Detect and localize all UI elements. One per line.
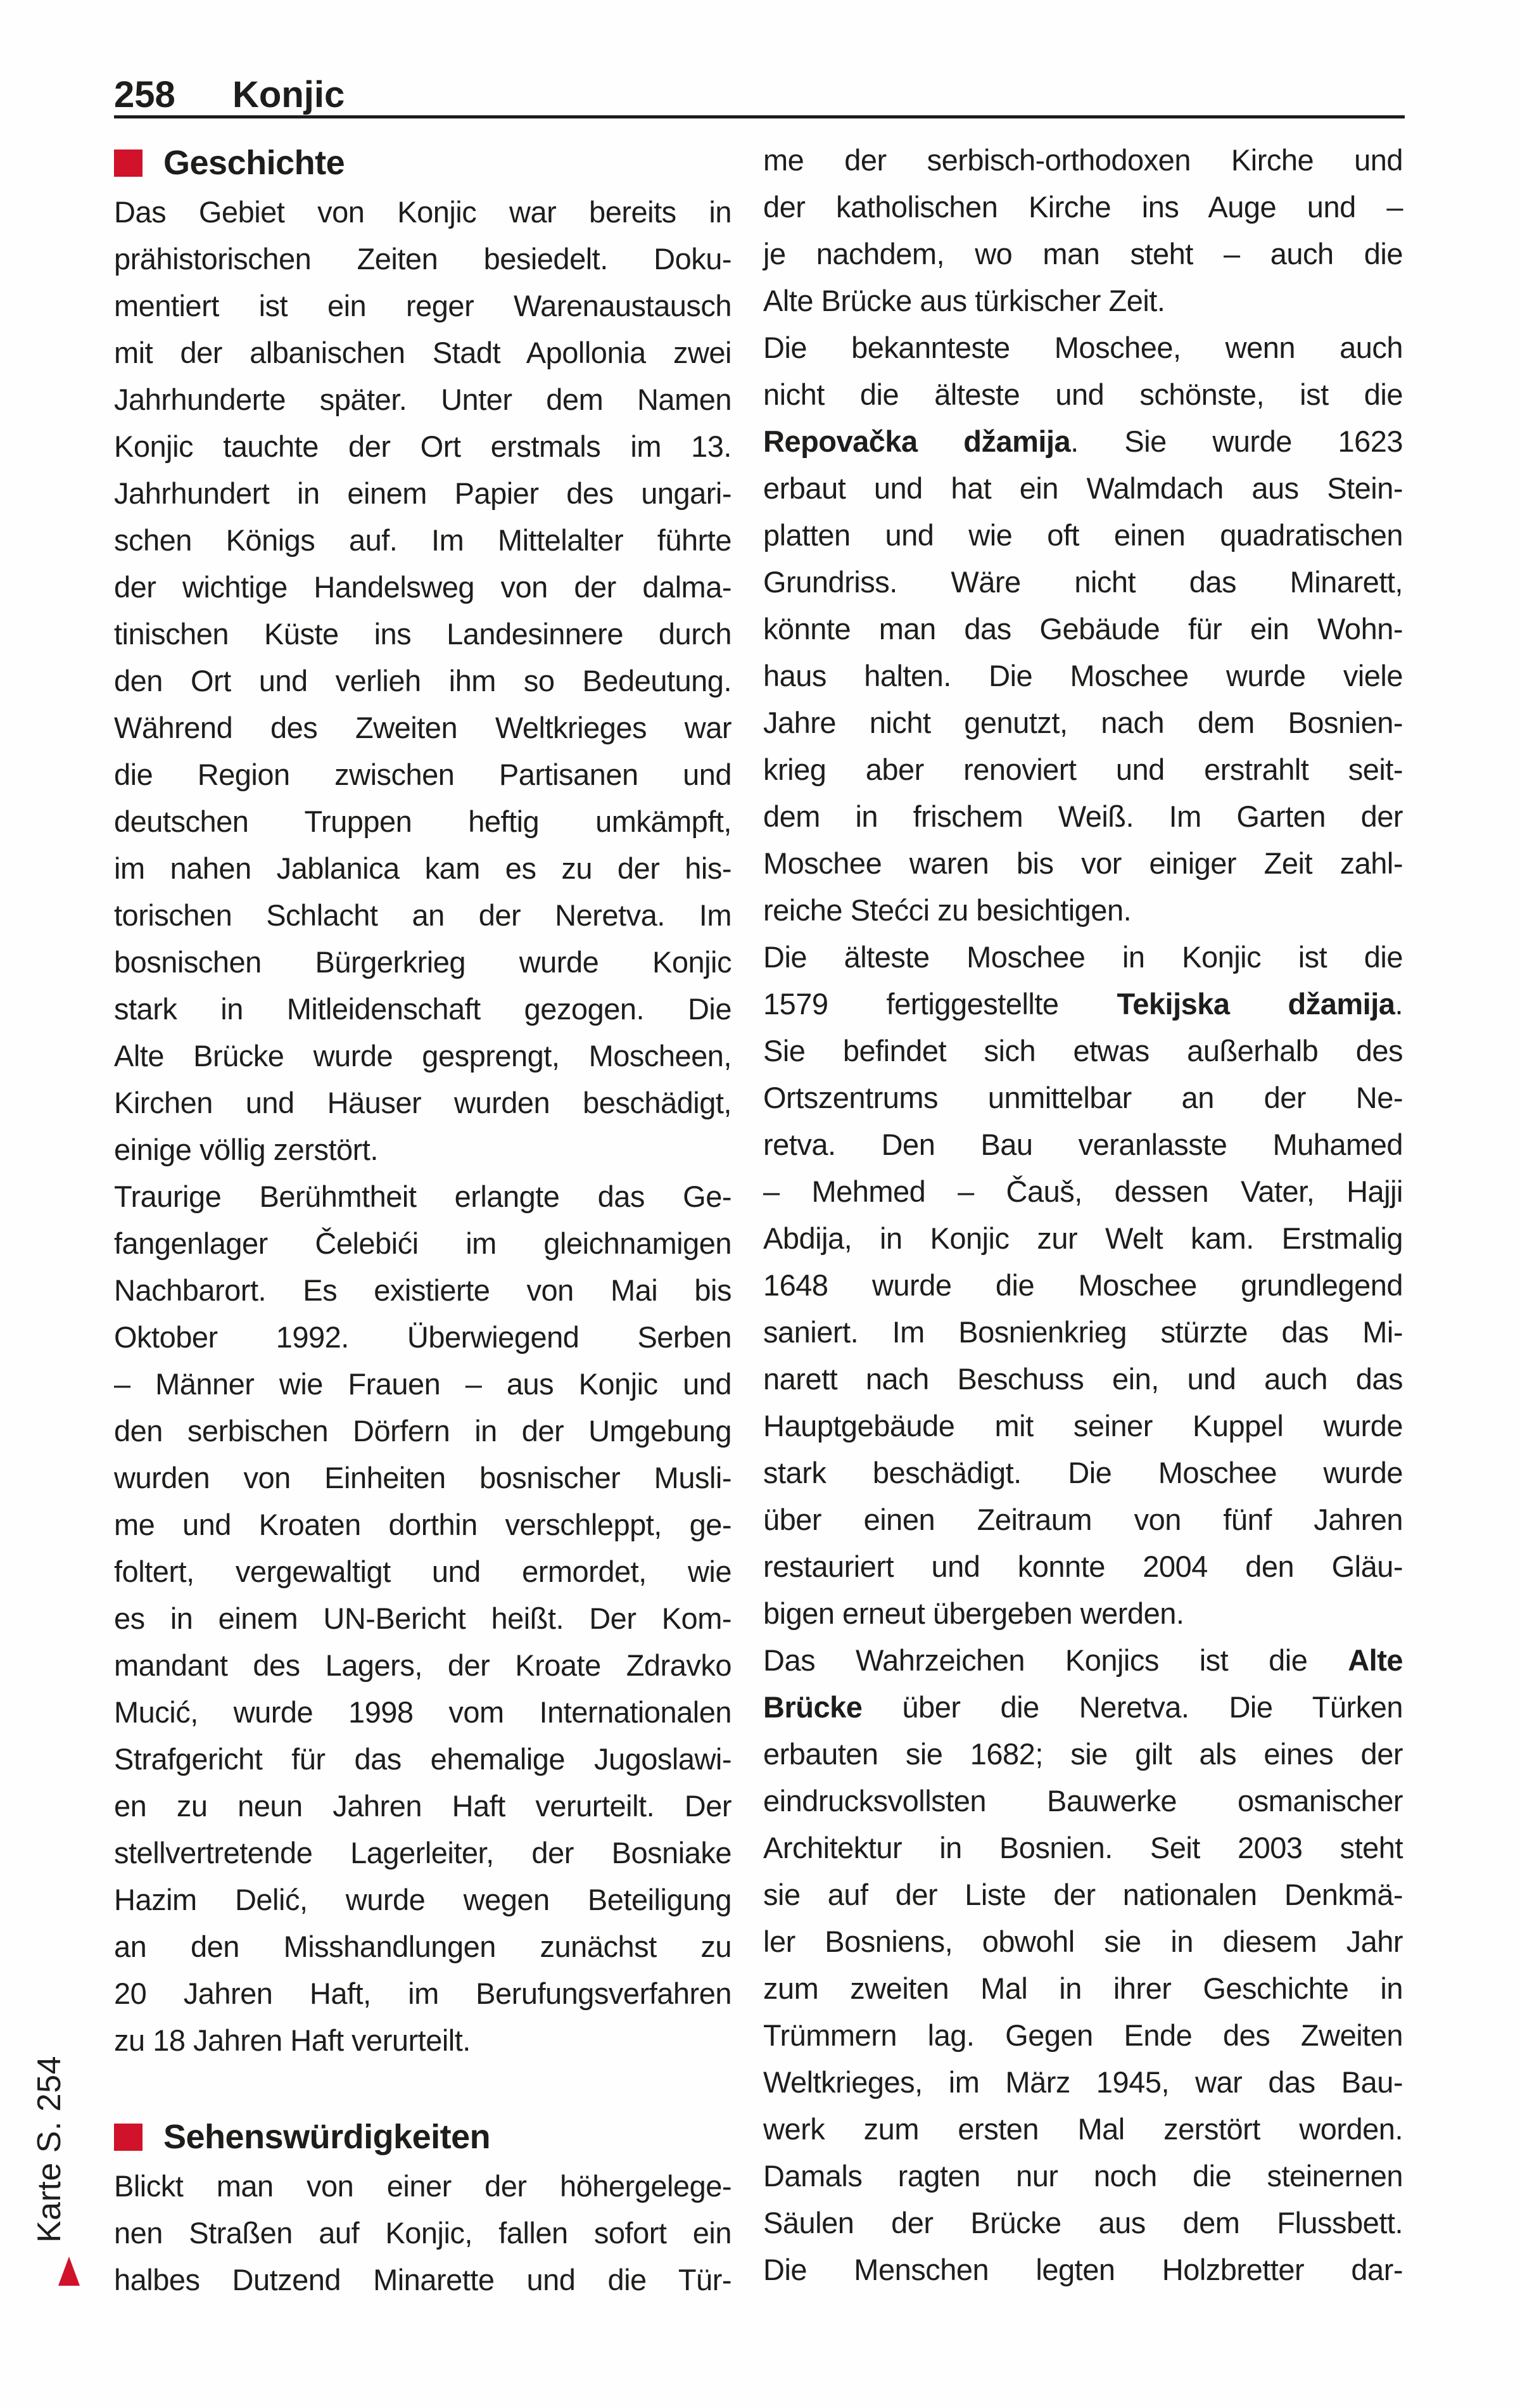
text-line: sie auf der Liste der nationalen Denkmä-: [763, 1878, 1403, 1911]
text-line: werk zum ersten Mal zerstört worden.: [763, 2112, 1403, 2146]
text-line: erbauten sie 1682; sie gilt als eines der: [763, 1737, 1403, 1771]
text-line: Grundriss. Wäre nicht das Minarett,: [763, 565, 1403, 599]
section-marker-square-icon: [114, 150, 142, 177]
text-line: Nachbarort. Es existierte von Mai bis: [114, 1273, 732, 1307]
text-line: Die älteste Moschee in Konjic ist die: [763, 940, 1403, 974]
text-line: über einen Zeitraum von fünf Jahren: [763, 1503, 1403, 1536]
text-line: Jahre nicht genutzt, nach dem Bosnien-: [763, 706, 1403, 739]
text-line: restauriert und konnte 2004 den Gläu-: [763, 1550, 1403, 1583]
text-line: könnte man das Gebäude für ein Wohn-: [763, 612, 1403, 646]
text-line: Alte Brücke wurde gesprengt, Moscheen,: [114, 1039, 732, 1073]
text-line: ler Bosniens, obwohl sie in diesem Jahr: [763, 1925, 1403, 1958]
text-line: halbes Dutzend Minarette und die Tür-: [114, 2263, 732, 2297]
text-line: foltert, vergewaltigt und ermordet, wie: [114, 1555, 732, 1588]
text-line: 1579 fertiggestellte Tekijska džamija.: [763, 987, 1403, 1021]
section-heading: [114, 137, 732, 189]
text-line: den Ort und verlieh ihm so Bedeutung.: [114, 664, 732, 698]
text-line: die Region zwischen Partisanen und: [114, 758, 732, 791]
map-marker-triangle-icon: [58, 2257, 80, 2286]
text-line: nicht die älteste und schönste, ist die: [763, 378, 1403, 411]
text-line: Damals ragten nur noch die steinernen: [763, 2159, 1403, 2193]
page-header-title: Konjic: [232, 74, 345, 115]
text-line: Traurige Berühmtheit erlangte das Ge-: [114, 1180, 732, 1213]
text-line: 20 Jahren Haft, im Berufungsverfahren: [114, 1977, 732, 2010]
text-line: Weltkrieges, im März 1945, war das Bau-: [763, 2065, 1403, 2099]
text-line: Hauptgebäude mit seiner Kuppel wurde: [763, 1409, 1403, 1443]
text-line: Die bekannteste Moschee, wenn auch: [763, 331, 1403, 364]
text-line: Kirchen und Häuser wurden beschädigt,: [114, 1086, 732, 1119]
text-line: retva. Den Bau veranlasste Muhamed: [763, 1128, 1403, 1161]
text-line: tinischen Küste ins Landesinnere durch: [114, 617, 732, 651]
text-line: Brücke über die Neretva. Die Türken: [763, 1690, 1403, 1724]
text-line: stark beschädigt. Die Moschee wurde: [763, 1456, 1403, 1489]
text-line: dem in frischem Weiß. Im Garten der: [763, 799, 1403, 833]
text-line: Blickt man von einer der höhergelege-: [114, 2169, 732, 2203]
text-line: krieg aber renoviert und erstrahlt seit-: [763, 753, 1403, 786]
text-line: im nahen Jablanica kam es zu der his-: [114, 851, 732, 885]
section-heading-label: Sehenswürdigkeiten: [163, 2118, 491, 2156]
text-line: Mucić, wurde 1998 vom Internationalen: [114, 1695, 732, 1729]
text-line: torischen Schlacht an der Neretva. Im: [114, 898, 732, 932]
text-line: me der serbisch-orthodoxen Kirche und: [763, 143, 1403, 177]
text-line: Oktober 1992. Überwiegend Serben: [114, 1320, 732, 1354]
text-line: erbaut und hat ein Walmdach aus Stein-: [763, 471, 1403, 505]
text-line: prähistorischen Zeiten besiedelt. Doku-: [114, 242, 732, 276]
text-line: stellvertretende Lagerleiter, der Bosniake: [114, 1836, 732, 1870]
text-line: haus halten. Die Moschee wurde viele: [763, 659, 1403, 692]
text-line: mandant des Lagers, der Kroate Zdravko: [114, 1648, 732, 1682]
text-line: der wichtige Handelsweg von der dalma-: [114, 570, 732, 604]
text-line: Hazim Delić, wurde wegen Beteiligung: [114, 1883, 732, 1916]
text-line: me und Kroaten dorthin verschleppt, ge-: [114, 1508, 732, 1541]
text-line: Während des Zweiten Weltkrieges war: [114, 711, 732, 744]
text-line: Moschee waren bis vor einiger Zeit zahl-: [763, 846, 1403, 880]
text-line: narett nach Beschuss ein, und auch das: [763, 1362, 1403, 1396]
text-line: einige völlig zerstört.: [114, 1133, 378, 1166]
text-line: Repovačka džamija. Sie wurde 1623: [763, 424, 1403, 458]
text-line: Trümmern lag. Gegen Ende des Zweiten: [763, 2018, 1403, 2052]
text-line: deutschen Truppen heftig umkämpft,: [114, 805, 732, 838]
page-number: 258: [114, 74, 175, 115]
text-line: – Mehmed – Čauš, dessen Vater, Hajji: [763, 1175, 1403, 1208]
text-line: bigen erneut übergeben werden.: [763, 1596, 1184, 1630]
text-line: zu 18 Jahren Haft verurteilt.: [114, 2023, 471, 2057]
text-line: Die Menschen legten Holzbretter dar-: [763, 2253, 1403, 2286]
text-line: es in einem UN-Bericht heißt. Der Kom-: [114, 1602, 732, 1635]
text-line: Das Wahrzeichen Konjics ist die Alte: [763, 1643, 1403, 1677]
left-text-column: [114, 137, 732, 2303]
text-line: mit der albanischen Stadt Apollonia zwei: [114, 336, 732, 369]
right-text-column: [763, 137, 1403, 2293]
text-line: eindrucksvollsten Bauwerke osmanischer: [763, 1784, 1403, 1818]
text-line: den serbischen Dörfern in der Umgebung: [114, 1414, 732, 1448]
header-rule: [114, 115, 1405, 118]
text-line: bosnischen Bürgerkrieg wurde Konjic: [114, 945, 732, 979]
margin-map-reference: Karte S. 254: [31, 2055, 68, 2243]
text-line: Ortszentrums unmittelbar an der Ne-: [763, 1081, 1403, 1114]
text-line: Sie befindet sich etwas außerhalb des: [763, 1034, 1403, 1067]
text-line: saniert. Im Bosnienkrieg stürzte das Mi-: [763, 1315, 1403, 1349]
text-line: stark in Mitleidenschaft gezogen. Die: [114, 992, 732, 1026]
text-line: nen Straßen auf Konjic, fallen sofort ein: [114, 2216, 732, 2250]
text-line: Architektur in Bosnien. Seit 2003 steht: [763, 1831, 1403, 1864]
text-line: zum zweiten Mal in ihrer Geschichte in: [763, 1972, 1403, 2005]
section-heading-label: Geschichte: [163, 144, 345, 182]
text-line: wurden von Einheiten bosnischer Musli-: [114, 1461, 732, 1494]
text-line: Strafgericht für das ehemalige Jugoslawi-: [114, 1742, 732, 1776]
text-line: schen Königs auf. Im Mittelalter führte: [114, 523, 732, 557]
text-line: mentiert ist ein reger Warenaustausch: [114, 289, 732, 322]
text-line: je nachdem, wo man steht – auch die: [763, 237, 1403, 271]
section-marker-square-icon: [114, 2124, 142, 2151]
text-line: reiche Stećci zu besichtigen.: [763, 893, 1132, 927]
paragraph-gap: [114, 2064, 732, 2111]
text-line: fangenlager Čelebići im gleichnamigen: [114, 1226, 732, 1260]
text-line: der katholischen Kirche ins Auge und –: [763, 190, 1403, 224]
section-heading: [114, 2111, 732, 2163]
text-line: Jahrhunderte später. Unter dem Namen: [114, 383, 732, 416]
text-line: Alte Brücke aus türkischer Zeit.: [763, 284, 1165, 317]
text-line: – Männer wie Frauen – aus Konjic und: [114, 1367, 732, 1401]
text-line: Jahrhundert in einem Papier des ungari-: [114, 476, 732, 510]
text-line: platten und wie oft einen quadratischen: [763, 518, 1403, 552]
text-line: en zu neun Jahren Haft verurteilt. Der: [114, 1789, 732, 1823]
text-line: an den Misshandlungen zunächst zu: [114, 1930, 732, 1963]
text-line: Konjic tauchte der Ort erstmals im 13.: [114, 430, 732, 463]
text-line: Das Gebiet von Konjic war bereits in: [114, 195, 732, 229]
text-line: 1648 wurde die Moschee grundlegend: [763, 1268, 1403, 1302]
text-line: Säulen der Brücke aus dem Flussbett.: [763, 2206, 1403, 2239]
text-line: Abdija, in Konjic zur Welt kam. Erstmalig: [763, 1221, 1403, 1255]
